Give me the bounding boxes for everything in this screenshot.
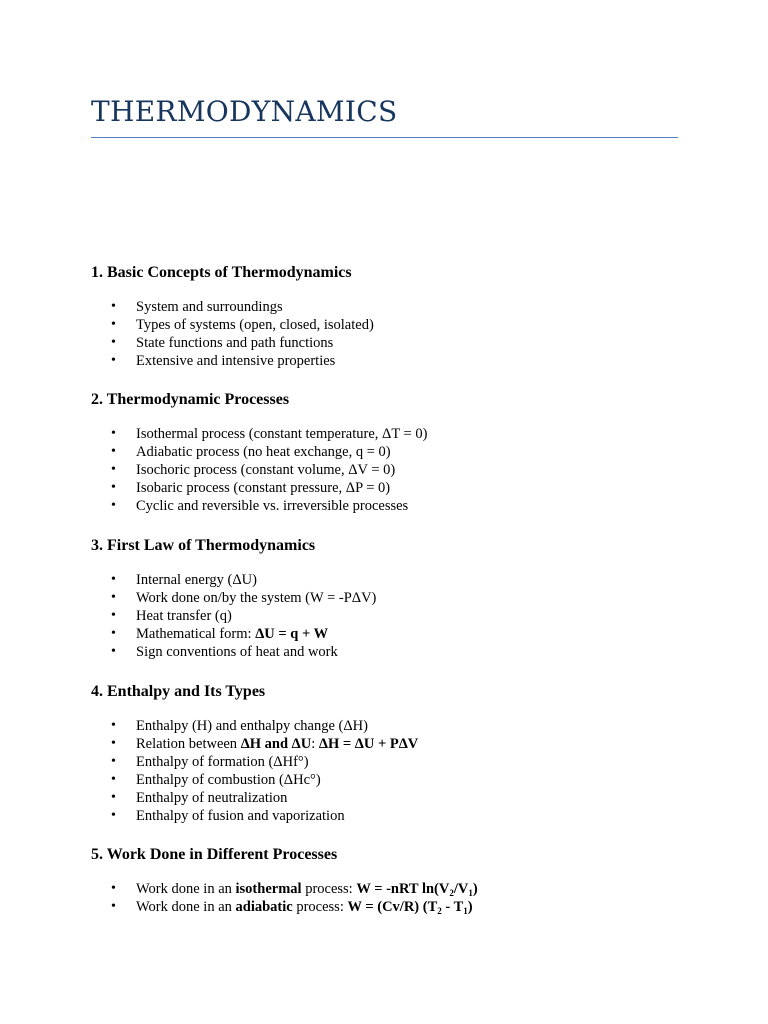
bullet-icon: • — [111, 462, 116, 477]
bullet-icon: • — [111, 881, 116, 896]
list-item-text: Adiabatic process (no heat exchange, q = 0) — [136, 444, 391, 460]
list-item — [91, 607, 376, 625]
list-item — [91, 643, 376, 661]
bullet-icon: • — [111, 790, 116, 805]
list-item — [91, 753, 418, 771]
page-title: THERMODYNAMICS — [91, 95, 398, 128]
bullet-icon: • — [111, 335, 116, 350]
bullet-icon: • — [111, 608, 116, 623]
list-item — [91, 497, 427, 515]
formula-part: ) — [472, 881, 478, 897]
list-item-text: Work done in an — [136, 881, 236, 897]
formula-subscript: 1 — [468, 888, 473, 898]
list-item-text: : — [311, 736, 319, 752]
list-item — [91, 571, 376, 589]
bullet-icon: • — [111, 772, 116, 787]
list-item-text: Work done on/by the system (W = -PΔV) — [136, 590, 377, 606]
list-item-text: Work done in an — [136, 899, 236, 915]
section-heading: 3. First Law of Thermodynamics — [91, 537, 316, 554]
section-5 — [91, 845, 678, 916]
list-item — [91, 735, 418, 753]
list-item-text: System and surroundings — [136, 299, 283, 315]
bullet-icon: • — [111, 754, 116, 769]
list-item-text: Enthalpy of fusion and vaporization — [136, 808, 345, 824]
list-item-text: Heat transfer (q) — [136, 608, 232, 624]
list-item-text: Isobaric process (constant pressure, ΔP = 0) — [136, 480, 391, 496]
list-item-text: Enthalpy of neutralization — [136, 790, 288, 806]
list-item-text: Cyclic and reversible vs. irreversible processes — [136, 498, 409, 514]
formula — [347, 899, 472, 915]
bullet-icon: • — [111, 899, 116, 914]
bullet-icon: • — [111, 317, 116, 332]
list-item-text: Mathematical form: — [136, 626, 256, 642]
section-3 — [91, 536, 678, 660]
bullet-icon: • — [111, 736, 116, 751]
list-item-text: Enthalpy (H) and enthalpy change (ΔH) — [136, 718, 368, 734]
list-item — [91, 425, 427, 443]
list-item — [91, 880, 478, 898]
list-item — [91, 479, 427, 497]
bullet-icon: • — [111, 644, 116, 659]
section-heading: 4. Enthalpy and Its Types — [91, 683, 266, 700]
list-item — [91, 717, 418, 735]
bullet-icon: • — [111, 590, 116, 605]
formula-part: /V — [453, 881, 469, 897]
bullet-icon: • — [111, 426, 116, 441]
formula: ΔH = ΔU + PΔV — [318, 736, 419, 752]
list-item — [91, 898, 478, 916]
section-heading: 2. Thermodynamic Processes — [91, 391, 290, 408]
section-heading: 5. Work Done in Different Processes — [91, 846, 338, 863]
list-item — [91, 443, 427, 461]
bullet-icon: • — [111, 480, 116, 495]
list-item-text: Isochoric process (constant volume, ΔV = 0) — [136, 462, 396, 478]
list-item — [91, 352, 374, 370]
formula-subscript: 2 — [449, 888, 454, 898]
formula-part: W = -nRT ln(V — [356, 881, 450, 897]
list-item — [91, 625, 376, 643]
bullet-list — [91, 298, 374, 370]
section-heading: 1. Basic Concepts of Thermodynamics — [91, 264, 352, 281]
bullet-icon: • — [111, 718, 116, 733]
title-underline-divider — [91, 137, 678, 138]
list-item-text: Sign conventions of heat and work — [136, 644, 338, 660]
list-item-text: Extensive and intensive properties — [136, 353, 336, 369]
bullet-icon: • — [111, 626, 116, 641]
formula-subscript: 1 — [463, 906, 468, 916]
section-4 — [91, 682, 678, 824]
bold-term: isothermal — [235, 881, 302, 897]
list-item — [91, 789, 418, 807]
list-item-text: Enthalpy of combustion (ΔHc°) — [136, 772, 321, 788]
bullet-icon: • — [111, 808, 116, 823]
formula-part: W = (Cv/R) (T — [347, 899, 438, 915]
bullet-list — [91, 425, 427, 515]
bullet-icon: • — [111, 353, 116, 368]
list-item-text: Internal energy (ΔU) — [136, 572, 257, 588]
bullet-icon: • — [111, 572, 116, 587]
bold-term: ΔU = q + W — [255, 626, 329, 642]
bullet-list — [91, 717, 418, 825]
list-item — [91, 334, 374, 352]
list-item — [91, 589, 376, 607]
list-item — [91, 807, 418, 825]
bullet-icon: • — [111, 299, 116, 314]
bullet-icon: • — [111, 498, 116, 513]
bullet-icon: • — [111, 444, 116, 459]
section-2 — [91, 390, 678, 514]
bullet-list — [91, 571, 376, 661]
formula-part: ) — [467, 899, 473, 915]
list-item-text: process: — [292, 899, 348, 915]
list-item-text: Relation between — [136, 736, 241, 752]
section-1 — [91, 263, 678, 369]
formula — [356, 881, 477, 897]
list-item — [91, 771, 418, 789]
formula-part: - T — [441, 899, 464, 915]
list-item — [91, 316, 374, 334]
list-item-text: Enthalpy of formation (ΔHf°) — [136, 754, 309, 770]
formula-subscript: 2 — [437, 906, 442, 916]
list-item — [91, 298, 374, 316]
list-item-text: Isothermal process (constant temperature, ΔT = 0) — [136, 426, 428, 442]
list-item — [91, 461, 427, 479]
bold-term: ΔH and ΔU — [240, 736, 312, 752]
list-item-text: Types of systems (open, closed, isolated) — [136, 317, 374, 333]
bullet-list — [91, 880, 478, 916]
bold-term: adiabatic — [235, 899, 293, 915]
list-item-text: State functions and path functions — [136, 335, 334, 351]
list-item-text: process: — [301, 881, 357, 897]
